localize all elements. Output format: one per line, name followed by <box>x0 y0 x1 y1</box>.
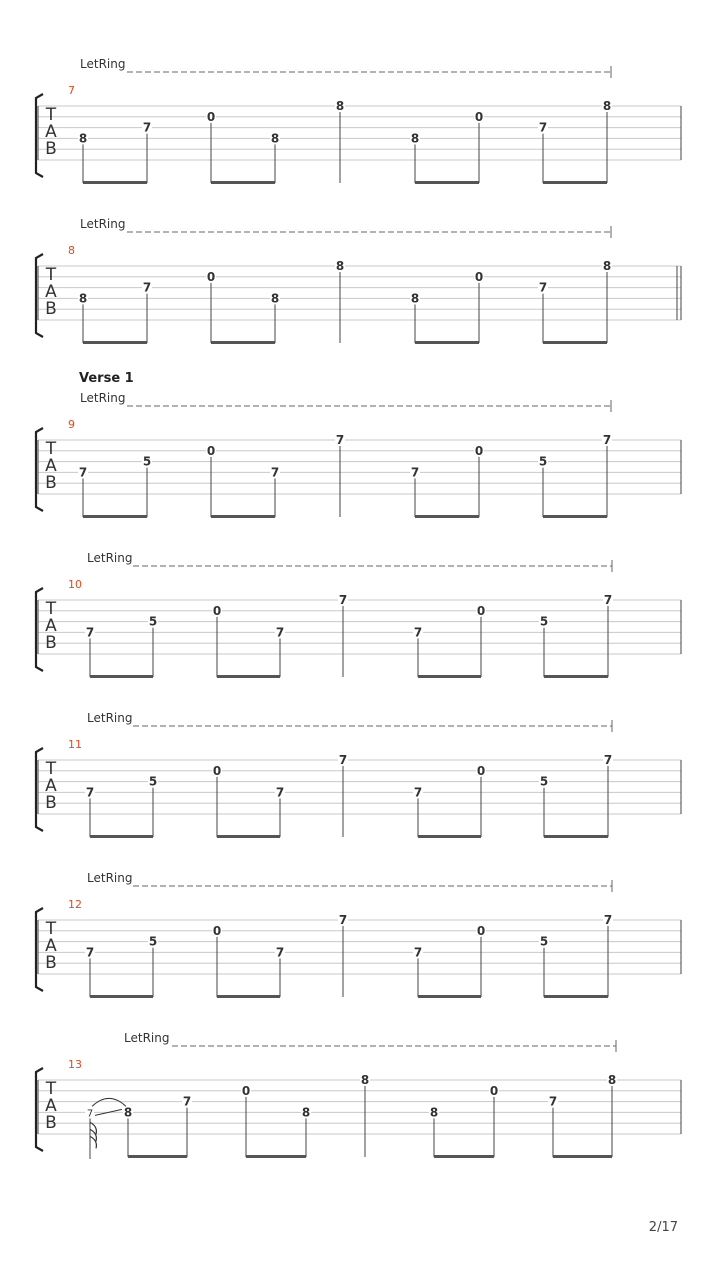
measure-number: 8 <box>68 244 75 257</box>
tab-clef-letter: T <box>45 105 57 125</box>
tie-arc <box>92 1098 126 1106</box>
fret-number: 7 <box>335 433 345 447</box>
tab-clef-letter: A <box>45 456 57 476</box>
system-12 <box>36 871 681 998</box>
tab-clef-letter: A <box>45 936 57 956</box>
beam <box>415 341 479 344</box>
beam <box>128 1155 187 1158</box>
tab-clef-letter: T <box>45 919 57 939</box>
tab-clef-letter: B <box>45 953 57 973</box>
fret-number: 8 <box>123 1105 133 1120</box>
fret-number: 7 <box>270 465 280 480</box>
beam <box>415 181 479 184</box>
fret-number: 7 <box>338 593 348 607</box>
measure-number: 13 <box>68 1058 82 1071</box>
fret-number: 0 <box>206 269 216 284</box>
beam <box>90 995 153 998</box>
system-9 <box>36 371 681 518</box>
fret-number: 8 <box>301 1105 311 1120</box>
fret-number: 0 <box>212 763 222 778</box>
fret-number: 5 <box>142 454 152 469</box>
section-label: Verse 1 <box>79 371 134 386</box>
fret-number: 8 <box>360 1073 370 1087</box>
fret-number: 7 <box>538 120 548 135</box>
system-13 <box>36 1031 681 1159</box>
fret-number: 5 <box>148 774 158 789</box>
fret-number: 7 <box>603 753 613 767</box>
tab-clef-letter: T <box>45 1079 57 1099</box>
tab-clef-letter: T <box>45 439 57 459</box>
fret-number: 0 <box>241 1083 251 1098</box>
fret-number: 5 <box>538 454 548 469</box>
fret-number: 5 <box>148 934 158 949</box>
measure-number: 11 <box>68 738 82 751</box>
fret-number: 0 <box>212 603 222 618</box>
fret-number: 0 <box>489 1083 499 1098</box>
fret-number: 0 <box>476 923 486 938</box>
fret-number: 8 <box>602 99 612 113</box>
tab-clef-letter: B <box>45 793 57 813</box>
tab-clef-letter: B <box>45 139 57 159</box>
system-11 <box>36 711 681 838</box>
beam <box>434 1155 494 1158</box>
letring-label: LetRing <box>87 711 133 725</box>
letring-label: LetRing <box>80 217 126 231</box>
fret-number: 7 <box>78 465 88 480</box>
tab-clef-letter: A <box>45 1096 57 1116</box>
grace-flag <box>90 1122 96 1134</box>
beam <box>418 835 481 838</box>
fret-number: 0 <box>206 109 216 124</box>
beam <box>83 515 147 518</box>
fret-number: 8 <box>78 131 88 146</box>
fret-number: 7 <box>603 913 613 927</box>
beam <box>211 515 275 518</box>
fret-number: 7 <box>538 280 548 295</box>
beam <box>90 675 153 678</box>
fret-number: 0 <box>474 269 484 284</box>
fret-number: 7 <box>410 465 420 480</box>
system-7 <box>36 57 681 184</box>
fret-number: 8 <box>429 1105 439 1120</box>
beam <box>83 341 147 344</box>
letring-label: LetRing <box>87 551 133 565</box>
tab-clef-letter: B <box>45 633 57 653</box>
beam <box>543 515 607 518</box>
fret-number: 7 <box>603 593 613 607</box>
tab-clef-letter: T <box>45 759 57 779</box>
fret-number: 8 <box>335 259 345 273</box>
fret-number: 0 <box>474 443 484 458</box>
page-number: 2/17 <box>648 1220 678 1235</box>
fret-number: 8 <box>410 131 420 146</box>
beam <box>544 675 608 678</box>
measure-number: 7 <box>68 84 75 97</box>
fret-number: 7 <box>275 785 285 800</box>
beam <box>544 835 608 838</box>
beam <box>418 675 481 678</box>
fret-number: 8 <box>335 99 345 113</box>
beam <box>544 995 608 998</box>
beam <box>83 181 147 184</box>
fret-number: 8 <box>270 131 280 146</box>
beam <box>90 835 153 838</box>
fret-number: 0 <box>474 109 484 124</box>
fret-number: 5 <box>539 614 549 629</box>
fret-number: 7 <box>338 753 348 767</box>
fret-number: 5 <box>148 614 158 629</box>
beam <box>246 1155 306 1158</box>
fret-number: 0 <box>476 763 486 778</box>
letring-label: LetRing <box>80 57 126 71</box>
system-10 <box>36 551 681 678</box>
beam <box>217 675 280 678</box>
fret-number: 7 <box>413 945 423 960</box>
letring-label: LetRing <box>80 391 126 405</box>
fret-number: 7 <box>413 625 423 640</box>
fret-number: 7 <box>142 280 152 295</box>
fret-number: 5 <box>539 774 549 789</box>
fret-number: 8 <box>602 259 612 273</box>
measure-number: 10 <box>68 578 82 591</box>
measure-number: 9 <box>68 418 75 431</box>
beam <box>553 1155 612 1158</box>
fret-number: 7 <box>85 785 95 800</box>
tab-clef-letter: T <box>45 265 57 285</box>
tab-clef-letter: A <box>45 616 57 636</box>
tab-clef-letter: A <box>45 282 57 302</box>
beam <box>217 835 280 838</box>
fret-number: 7 <box>548 1094 558 1109</box>
fret-number: 8 <box>410 291 420 306</box>
beam <box>217 995 280 998</box>
beam <box>543 181 607 184</box>
fret-number: 7 <box>182 1094 192 1109</box>
fret-number: 7 <box>142 120 152 135</box>
grace-flag <box>90 1129 96 1141</box>
fret-number: 5 <box>539 934 549 949</box>
tab-clef-letter: A <box>45 122 57 142</box>
fret-number: 7 <box>275 945 285 960</box>
beam <box>415 515 479 518</box>
fret-number: 7 <box>85 945 95 960</box>
grace-fret-number: 7 <box>86 1108 94 1120</box>
fret-number: 8 <box>270 291 280 306</box>
tab-clef-letter: B <box>45 299 57 319</box>
beam <box>543 341 607 344</box>
tab-clef-letter: B <box>45 1113 57 1133</box>
fret-number: 7 <box>602 433 612 447</box>
letring-label: LetRing <box>124 1031 170 1045</box>
beam <box>211 341 275 344</box>
fret-number: 8 <box>78 291 88 306</box>
beam <box>418 995 481 998</box>
tab-clef-letter: T <box>45 599 57 619</box>
letring-label: LetRing <box>87 871 133 885</box>
fret-number: 7 <box>338 913 348 927</box>
beam <box>211 181 275 184</box>
grace-flag <box>90 1136 96 1148</box>
fret-number: 0 <box>212 923 222 938</box>
fret-number: 7 <box>413 785 423 800</box>
system-8 <box>36 217 681 344</box>
fret-number: 8 <box>607 1073 617 1087</box>
tab-clef-letter: A <box>45 776 57 796</box>
fret-number: 0 <box>476 603 486 618</box>
tab-clef-letter: B <box>45 473 57 493</box>
fret-number: 7 <box>85 625 95 640</box>
fret-number: 7 <box>275 625 285 640</box>
measure-number: 12 <box>68 898 82 911</box>
fret-number: 0 <box>206 443 216 458</box>
